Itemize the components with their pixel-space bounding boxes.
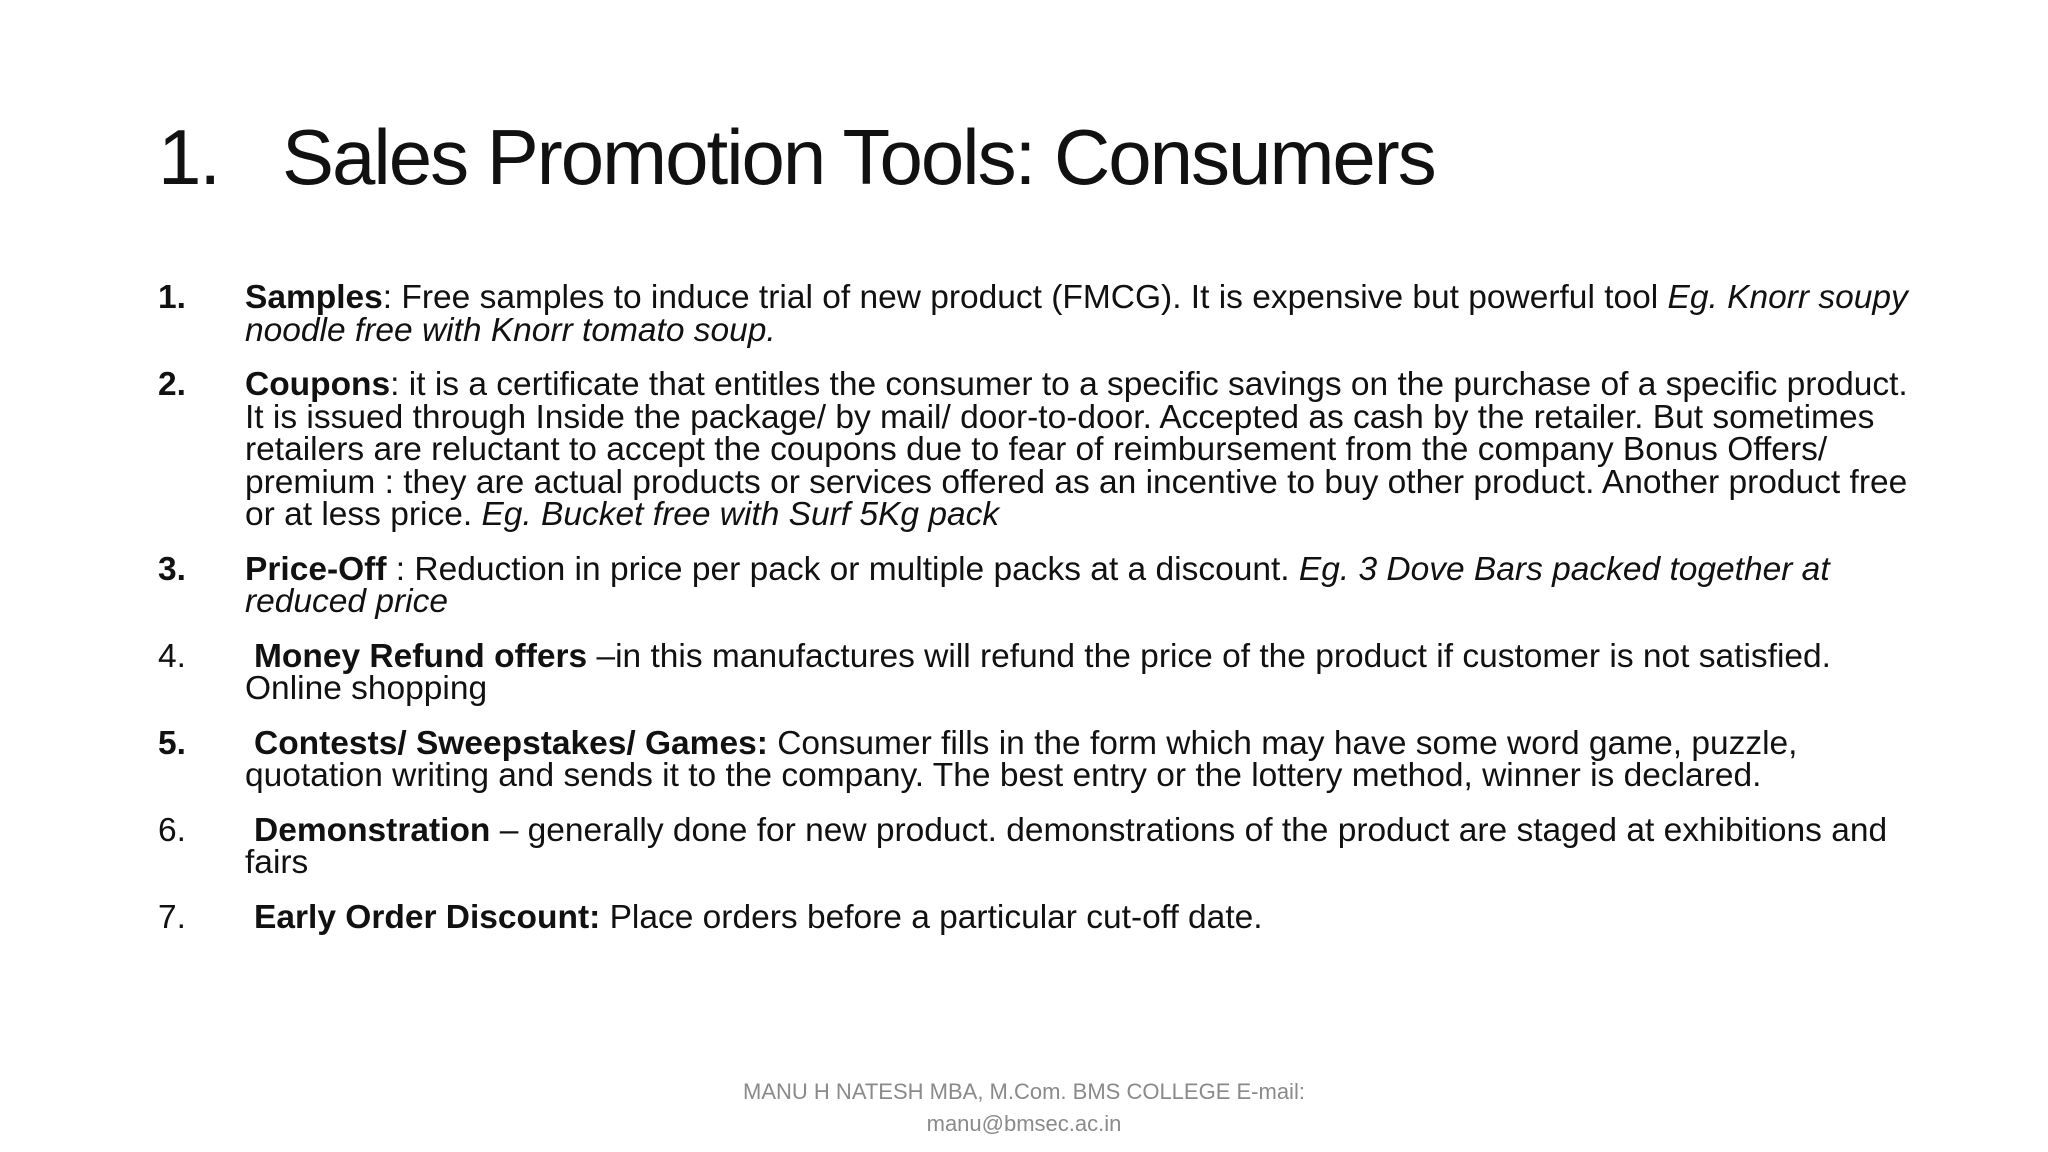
footer-email: manu@bmsec.ac.in (926, 1111, 1122, 1136)
item-example: Eg. Bucket free with Surf 5Kg pack (481, 496, 1000, 533)
item-term: Contests/ Sweepstakes/ Games: (254, 724, 768, 762)
item-body: – generally done for new product. demonstrations of the product are staged at exhibitions and fairs (245, 811, 1888, 881)
item-example: Eg. Knorr soupy noodle free with Knorr tomato soup. (245, 279, 1908, 349)
item-term: Early Order Discount: (254, 898, 601, 936)
list-item-demonstration (158, 811, 1918, 881)
promotion-tools-list (158, 279, 1918, 956)
item-term: Price-Off (245, 550, 387, 588)
list-marker: 4. (158, 637, 186, 675)
list-marker: 3. (158, 550, 186, 588)
list-marker: 2. (158, 366, 186, 403)
slide-footer (0, 1076, 2048, 1140)
item-body: Consumer fills in the form which may have some word game, puzzle, quotation writing and sends it to the company. The best entry or the lottery method, winner is declared. (245, 724, 1798, 794)
slide-title (158, 113, 1435, 201)
item-term: Samples (245, 279, 383, 316)
list-marker: 5. (158, 724, 186, 762)
item-body: : it is a certificate that entitles the consumer to a specific savings on the purchase of a specific product. It is issued through Inside the package/ by mail/ door-to-door. Accepted as cash by the retailer. But sometimes retailers are reluctant to accept the coupons due to fear of reimbursement from the company Bonus Offers/ premium : they are actual products or services offered as an incentive to buy other product. Another product free or at less price. (245, 366, 1908, 533)
item-term: Demonstration (254, 811, 491, 849)
list-item-samples (158, 279, 1918, 349)
list-item-money-refund (158, 637, 1918, 707)
footer-author: MANU H NATESH MBA, M.Com. BMS COLLEGE E-mail: (743, 1079, 1305, 1104)
list-marker: 7. (158, 898, 186, 936)
list-marker: 6. (158, 811, 186, 849)
item-body: : Reduction in price per pack or multiple packs at a discount. (386, 550, 1299, 588)
title-text: Sales Promotion Tools: Consumers (282, 113, 1435, 201)
item-term: Money Refund offers (254, 637, 588, 675)
item-body: : Free samples to induce trial of new product (FMCG). It is expensive but powerful tool (382, 279, 1668, 316)
list-item-price-off (158, 550, 1918, 620)
list-marker: 1. (158, 279, 186, 316)
title-number: 1. (158, 113, 220, 201)
item-body: –in this manufactures will refund the price of the product if customer is not satisfied. Online shopping (245, 637, 1831, 707)
item-example: Eg. 3 Dove Bars packed together at reduced price (245, 550, 1830, 620)
item-term: Coupons (245, 366, 391, 403)
list-item-early-order-discount (158, 898, 1918, 936)
list-item-contests (158, 724, 1918, 794)
item-body: Place orders before a particular cut-off date. (600, 898, 1263, 936)
list-item-coupons (158, 366, 1918, 533)
